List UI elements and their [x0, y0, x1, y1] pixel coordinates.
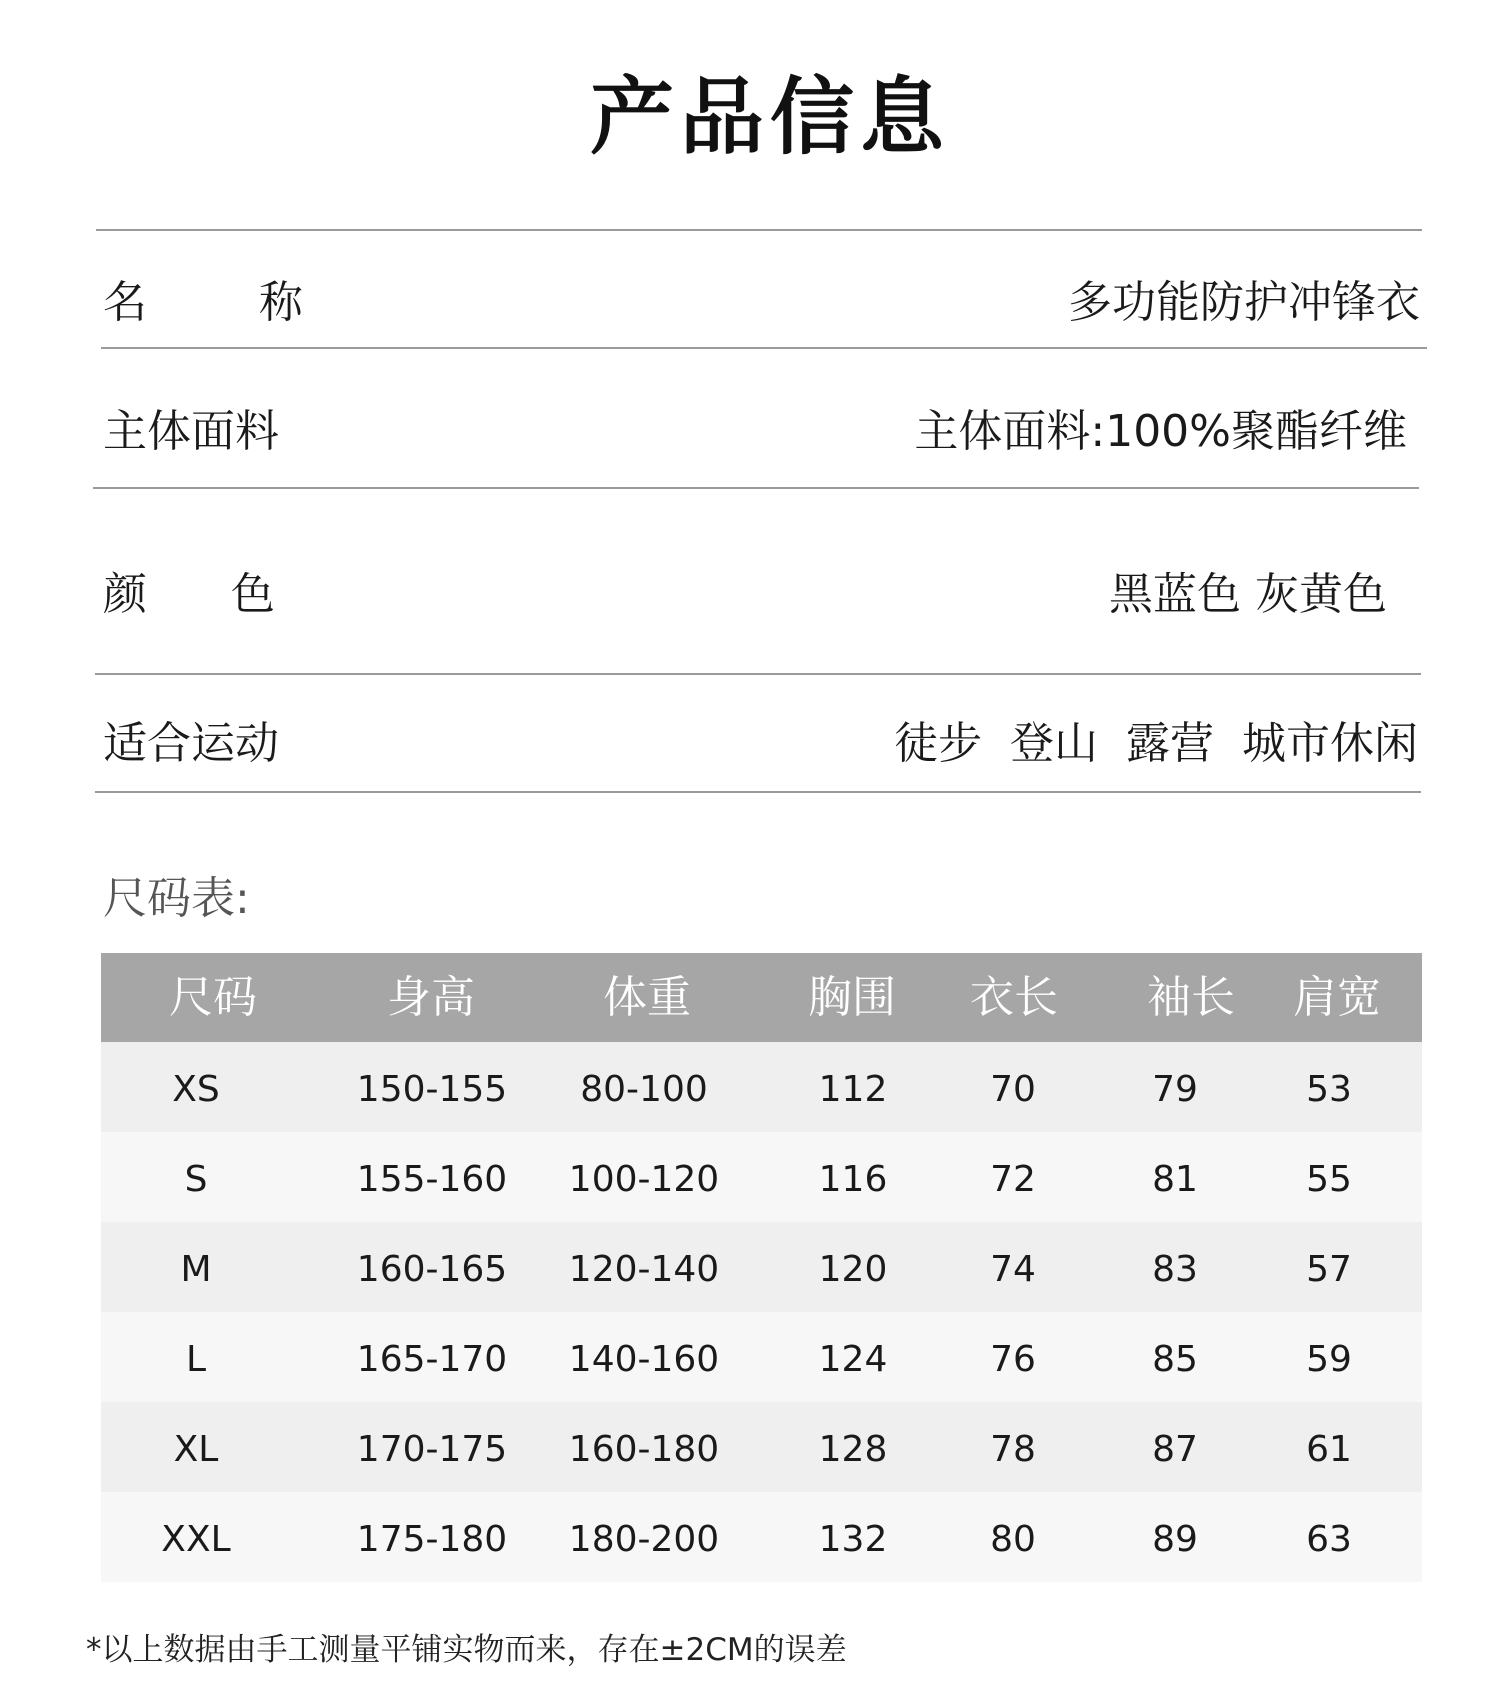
cell-length: 76: [990, 1339, 1036, 1380]
cell-size: XXL: [161, 1519, 231, 1560]
info-value-color: 黑蓝色 灰黄色: [1109, 569, 1387, 620]
size-table-header: [101, 953, 1422, 1042]
divider: [101, 347, 1427, 349]
info-value-sports: 徒步 登山 露营 城市休闲: [894, 718, 1418, 769]
table-row: [101, 1402, 1422, 1492]
cell-weight: 80-100: [580, 1069, 708, 1110]
cell-length: 70: [990, 1069, 1036, 1110]
size-table-body: [101, 1042, 1422, 1582]
cell-chest: 112: [818, 1069, 888, 1110]
cell-height: 165-170: [356, 1339, 508, 1380]
cell-sleeve: 85: [1152, 1339, 1198, 1380]
cell-shoulder: 55: [1306, 1159, 1352, 1200]
header-weight: 体重: [603, 972, 691, 1023]
info-label-sports: 适合运动: [103, 718, 279, 769]
cell-height: 175-180: [356, 1519, 508, 1560]
divider: [96, 229, 1422, 231]
divider: [93, 487, 1419, 489]
header-height: 身高: [387, 972, 475, 1023]
size-table-caption: 尺码表:: [103, 873, 250, 924]
divider: [95, 673, 1421, 675]
cell-length: 80: [990, 1519, 1036, 1560]
cell-sleeve: 81: [1152, 1159, 1198, 1200]
header-sleeve: 袖长: [1147, 972, 1235, 1023]
table-row: [101, 1042, 1422, 1132]
cell-size: S: [184, 1159, 208, 1200]
header-shoulder: 肩宽: [1293, 972, 1381, 1023]
cell-shoulder: 61: [1306, 1429, 1352, 1470]
cell-height: 150-155: [356, 1069, 508, 1110]
cell-sleeve: 79: [1152, 1069, 1198, 1110]
info-label-color: 颜 色: [103, 569, 275, 620]
cell-weight: 100-120: [568, 1159, 720, 1200]
table-row: [101, 1492, 1422, 1582]
cell-shoulder: 59: [1306, 1339, 1352, 1380]
cell-shoulder: 63: [1306, 1519, 1352, 1560]
table-row: [101, 1312, 1422, 1402]
cell-height: 170-175: [356, 1429, 508, 1470]
info-value-fabric: 主体面料:100%聚酯纤维: [914, 406, 1407, 457]
cell-size: XL: [173, 1429, 219, 1470]
cell-size: L: [185, 1339, 207, 1380]
cell-chest: 116: [818, 1159, 888, 1200]
cell-length: 72: [990, 1159, 1036, 1200]
size-table: [101, 953, 1422, 1582]
page-title: 产品信息: [589, 68, 950, 166]
info-label-name: 名 称: [103, 277, 303, 328]
cell-sleeve: 87: [1152, 1429, 1198, 1470]
cell-length: 78: [990, 1429, 1036, 1470]
footnote: *以上数据由手工测量平铺实物而来，存在±2CM的误差: [86, 1632, 847, 1668]
cell-chest: 128: [818, 1429, 888, 1470]
cell-height: 160-165: [356, 1249, 508, 1290]
info-value-name: 多功能防护冲锋衣: [1068, 277, 1420, 328]
cell-height: 155-160: [356, 1159, 508, 1200]
cell-weight: 180-200: [568, 1519, 720, 1560]
cell-weight: 160-180: [568, 1429, 720, 1470]
cell-length: 74: [990, 1249, 1036, 1290]
cell-shoulder: 57: [1306, 1249, 1352, 1290]
table-row: [101, 1222, 1422, 1312]
cell-sleeve: 83: [1152, 1249, 1198, 1290]
cell-shoulder: 53: [1306, 1069, 1352, 1110]
divider: [95, 791, 1421, 793]
header-length: 衣长: [970, 972, 1058, 1023]
table-row: [101, 1132, 1422, 1222]
header-size: 尺码: [169, 972, 257, 1023]
cell-size: M: [180, 1249, 212, 1290]
cell-chest: 124: [818, 1339, 888, 1380]
cell-chest: 120: [818, 1249, 888, 1290]
cell-chest: 132: [818, 1519, 888, 1560]
cell-size: XS: [172, 1069, 220, 1110]
header-chest: 胸围: [808, 972, 896, 1023]
cell-sleeve: 89: [1152, 1519, 1198, 1560]
cell-weight: 140-160: [568, 1339, 720, 1380]
info-label-fabric: 主体面料: [103, 406, 279, 457]
cell-weight: 120-140: [568, 1249, 720, 1290]
